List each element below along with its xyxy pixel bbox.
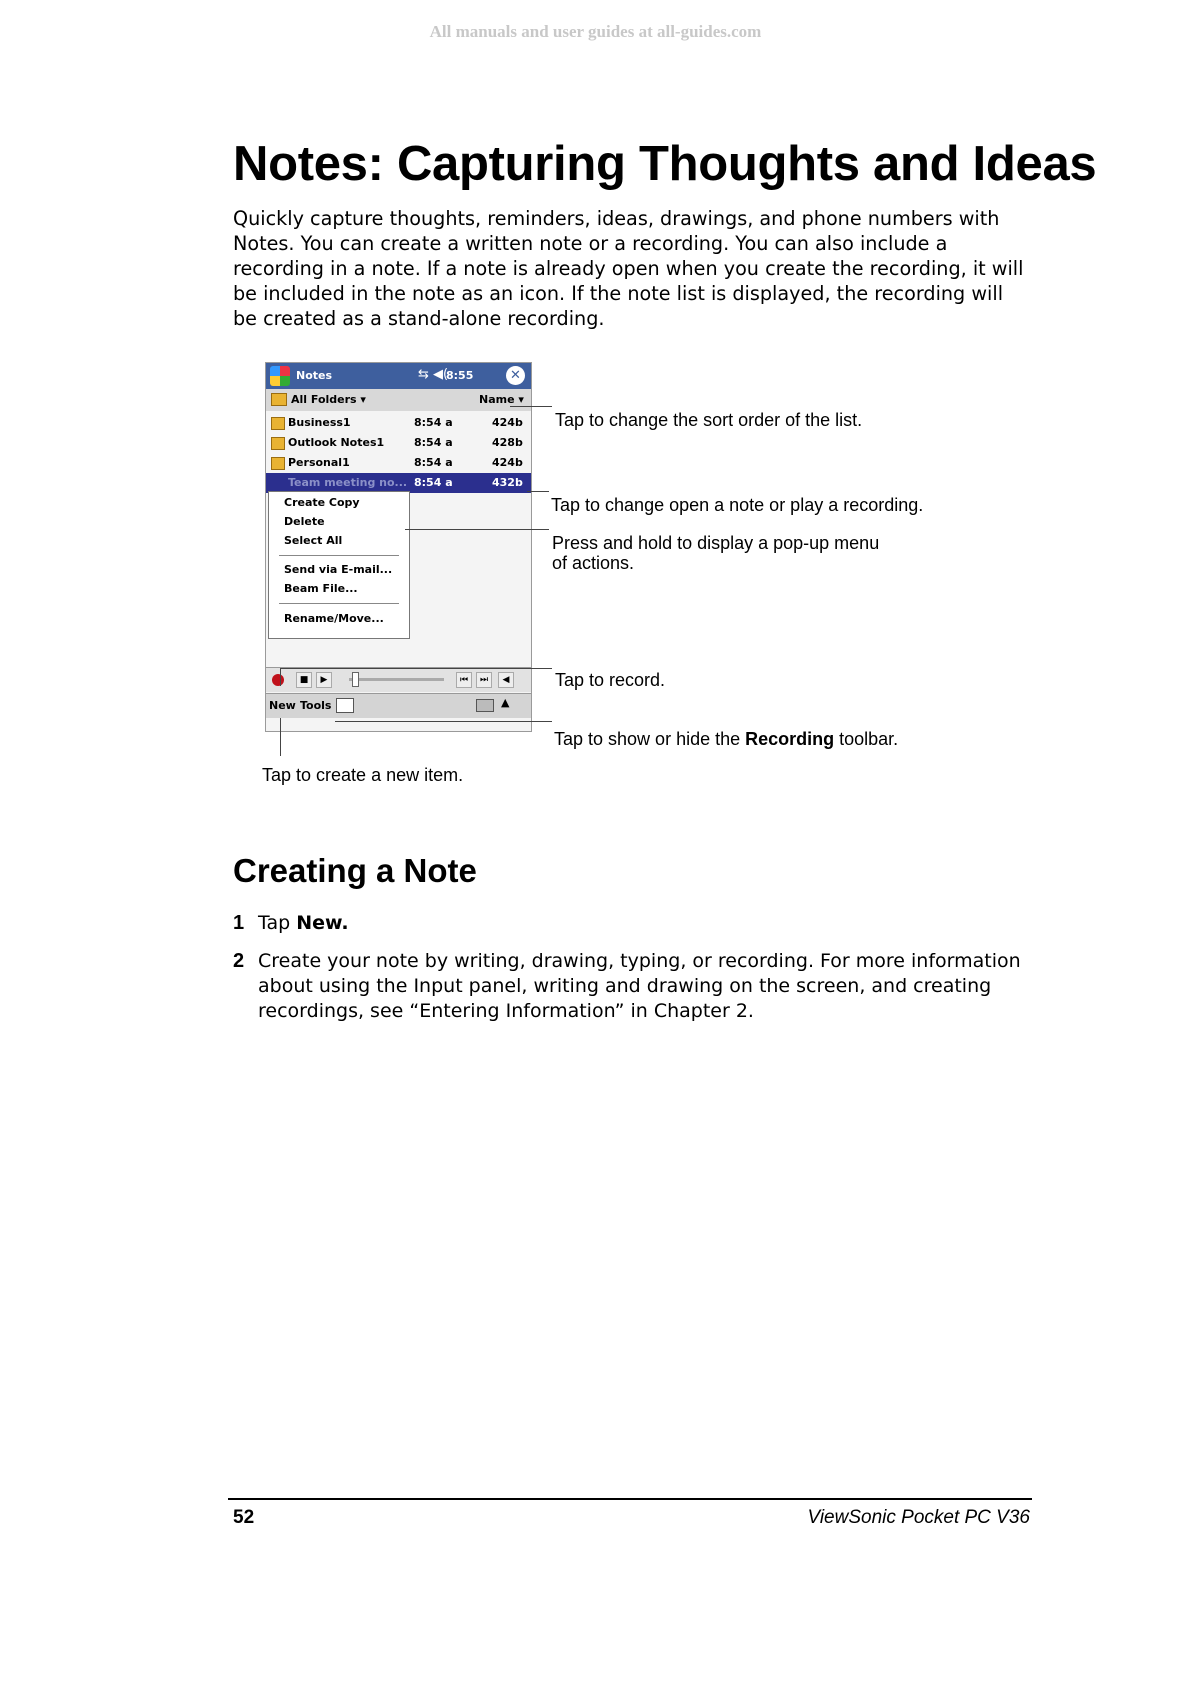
list-item-selected[interactable] bbox=[266, 473, 531, 493]
skip-back-icon[interactable]: ⏮ bbox=[456, 672, 472, 688]
menu-divider bbox=[279, 555, 399, 556]
note-size: 424b bbox=[492, 416, 523, 429]
menu-item-send-email[interactable]: Send via E-mail... bbox=[284, 563, 393, 576]
slider-thumb[interactable] bbox=[352, 672, 359, 687]
step-number: 2 bbox=[233, 950, 245, 972]
notes-screenshot bbox=[265, 362, 532, 732]
note-icon bbox=[271, 437, 285, 450]
recording-toggle-icon[interactable] bbox=[336, 698, 354, 713]
step-text: Tap New. bbox=[258, 912, 349, 934]
connectivity-volume-icon: ⇆ ◀( bbox=[418, 367, 449, 382]
note-size: 432b bbox=[492, 476, 523, 489]
note-size: 428b bbox=[492, 436, 523, 449]
note-name: Outlook Notes1 bbox=[288, 436, 385, 449]
callout-record: Tap to record. bbox=[555, 670, 666, 690]
input-arrow-icon[interactable]: ▲ bbox=[501, 696, 510, 709]
note-size: 424b bbox=[492, 456, 523, 469]
section-heading: Creating a Note bbox=[233, 852, 477, 889]
start-menu-icon[interactable] bbox=[270, 366, 290, 386]
menu-item-select-all[interactable]: Select All bbox=[284, 534, 343, 547]
watermark: All manuals and user guides at all-guides.com bbox=[429, 22, 762, 41]
callout-toggle: Tap to show or hide the Recording toolbar. bbox=[554, 729, 899, 749]
keyboard-icon[interactable] bbox=[476, 699, 494, 712]
skip-forward-icon[interactable]: ⏭ bbox=[476, 672, 492, 688]
folder-icon bbox=[271, 393, 287, 406]
note-icon bbox=[271, 457, 285, 470]
list-item[interactable] bbox=[266, 413, 531, 433]
list-item[interactable] bbox=[266, 433, 531, 453]
menu-item-beam-file[interactable]: Beam File... bbox=[284, 582, 358, 595]
sort-dropdown[interactable]: Name ▾ bbox=[479, 393, 524, 406]
new-button[interactable]: New bbox=[269, 699, 296, 712]
note-icon bbox=[271, 417, 285, 430]
step-number: 1 bbox=[233, 912, 245, 934]
note-list bbox=[266, 413, 531, 493]
device-app-title: Notes bbox=[296, 369, 333, 382]
step-2 bbox=[233, 949, 1033, 1024]
leader-line bbox=[335, 721, 552, 722]
playback-slider[interactable] bbox=[349, 678, 444, 681]
note-name: Personal1 bbox=[288, 456, 350, 469]
note-name: Business1 bbox=[288, 416, 351, 429]
popup-menu bbox=[268, 491, 410, 639]
callout-open: Tap to change open a note or play a recording. bbox=[551, 495, 924, 515]
callout-new-item: Tap to create a new item. bbox=[262, 765, 464, 785]
note-time: 8:54 a bbox=[414, 456, 453, 469]
device-clock: 8:55 bbox=[446, 369, 474, 382]
menu-item-delete[interactable]: Delete bbox=[284, 515, 325, 528]
page-title: Notes: Capturing Thoughts and Ideas bbox=[233, 137, 1097, 191]
record-icon[interactable] bbox=[272, 674, 284, 686]
menu-divider bbox=[279, 603, 399, 604]
leader-line bbox=[527, 491, 549, 492]
page-number: 52 bbox=[233, 1507, 255, 1528]
note-name: Team meeting no... bbox=[288, 476, 408, 489]
step-text: Create your note by writing, drawing, typing, or recording. For more information about using the Input panel, writing and drawing on the screen, and creating recordings, see “Entering Information” in Chapter 2. bbox=[258, 950, 1021, 1022]
stop-icon[interactable]: ■ bbox=[296, 672, 312, 688]
list-item[interactable] bbox=[266, 453, 531, 473]
menu-item-rename-move[interactable]: Rename/Move... bbox=[284, 612, 384, 625]
callout-sort: Tap to change the sort order of the list. bbox=[555, 410, 863, 430]
leader-line bbox=[405, 529, 549, 530]
tools-menu[interactable]: Tools bbox=[300, 699, 332, 712]
menu-item-create-copy[interactable]: Create Copy bbox=[284, 496, 360, 509]
intro-paragraph: Quickly capture thoughts, reminders, ideas, drawings, and phone numbers with Notes. You can create a written note or a recording. You can also include a recording in a note. If a note is already open when you create the recording, it will be included in the note as an icon. If the note list is displayed, the recording will be created as a stand-alone recording. bbox=[233, 207, 1024, 330]
book-title: ViewSonic Pocket PC V36 bbox=[807, 1507, 1030, 1528]
leader-line bbox=[280, 668, 552, 669]
recording-toolbar bbox=[266, 667, 531, 692]
leader-line bbox=[510, 406, 552, 407]
note-time: 8:54 a bbox=[414, 436, 453, 449]
device-menu-bar bbox=[266, 693, 531, 718]
leader-line bbox=[280, 718, 281, 756]
folder-bar bbox=[266, 389, 531, 411]
close-icon[interactable]: ✕ bbox=[506, 366, 525, 385]
footer-rule bbox=[228, 1498, 1032, 1500]
folder-dropdown[interactable]: All Folders ▾ bbox=[291, 393, 366, 406]
note-time: 8:54 a bbox=[414, 476, 453, 489]
play-icon[interactable]: ▶ bbox=[316, 672, 332, 688]
leader-line bbox=[280, 668, 281, 686]
callout-hold: Press and hold to display a pop-up menu of actions. bbox=[552, 533, 880, 573]
note-time: 8:54 a bbox=[414, 416, 453, 429]
step-1 bbox=[233, 911, 1033, 936]
device-title-bar bbox=[266, 363, 531, 389]
volume-icon[interactable]: ◀ bbox=[498, 672, 514, 688]
